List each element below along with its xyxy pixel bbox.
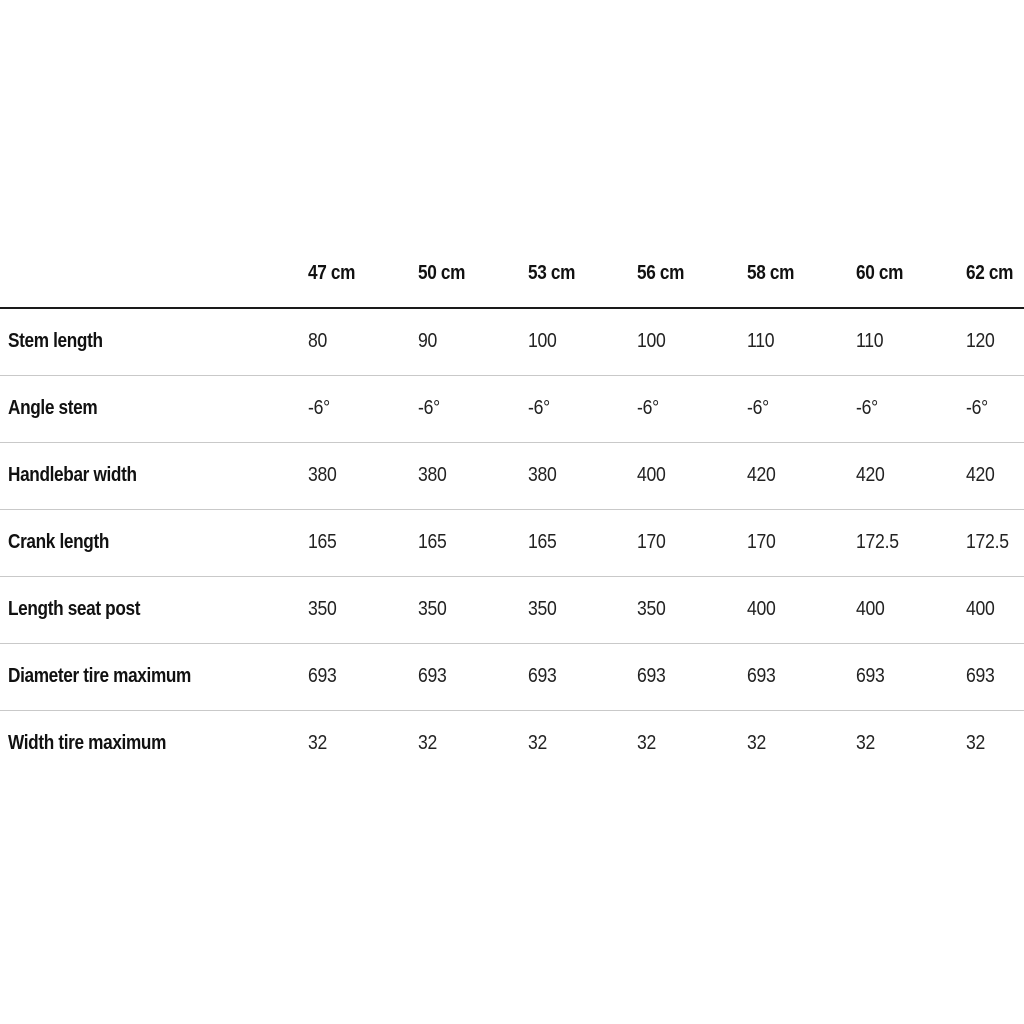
table-cell: 170 [637,531,666,553]
size-table [0,240,1024,778]
column-header-62: 62 cm [966,262,1014,284]
table-cell: 350 [308,598,337,620]
table-cell: -6° [308,397,330,419]
row-diameter-tire-maximum [0,644,1024,711]
row-length-seat-post [0,577,1024,644]
column-header-47: 47 cm [308,262,356,284]
table-cell: 380 [418,464,447,486]
row-label: Diameter tire maximum [8,665,192,687]
table-cell: 110 [856,330,884,352]
row-label: Angle stem [8,397,98,419]
row-label: Crank length [8,531,109,553]
table-cell: 90 [418,330,438,352]
row-crank-length [0,510,1024,577]
row-label: Stem length [8,330,103,352]
row-label: Width tire maximum [8,732,167,754]
table-cell: 693 [308,665,337,687]
table-cell: 350 [418,598,447,620]
table-cell: -6° [747,397,769,419]
table-cell: 165 [308,531,337,553]
table-cell: 32 [308,732,328,754]
table-cell: -6° [418,397,440,419]
table-cell: 693 [637,665,666,687]
table-cell: 400 [637,464,666,486]
table-cell: -6° [966,397,988,419]
row-label: Handlebar width [8,464,137,486]
table-cell: 110 [747,330,775,352]
table-cell: 165 [528,531,557,553]
row-label: Length seat post [8,598,141,620]
table-cell: 100 [637,330,666,352]
table-cell: -6° [528,397,550,419]
table-cell: 32 [418,732,438,754]
table-cell: 400 [747,598,776,620]
table-cell: 80 [308,330,328,352]
table-cell: 165 [418,531,447,553]
row-width-tire-maximum [0,711,1024,778]
column-header-60: 60 cm [856,262,904,284]
table-cell: 420 [856,464,885,486]
table-cell: 693 [966,665,995,687]
table-cell: 693 [856,665,885,687]
table-cell: 350 [528,598,557,620]
column-header-56: 56 cm [637,262,685,284]
table-cell: 380 [528,464,557,486]
table-cell: 350 [637,598,666,620]
table-cell: 32 [747,732,767,754]
table-cell: 32 [856,732,876,754]
table-cell: 32 [528,732,548,754]
table-cell: 420 [966,464,995,486]
table-cell: 400 [856,598,885,620]
table-cell: 32 [637,732,657,754]
table-cell: 172.5 [856,531,899,553]
table-cell: 380 [308,464,337,486]
table-header-row [0,240,1024,309]
column-header-53: 53 cm [528,262,576,284]
table-cell: 420 [747,464,776,486]
table-cell: 693 [747,665,776,687]
table-cell: 693 [418,665,447,687]
table-cell: 120 [966,330,995,352]
table-cell: 32 [966,732,986,754]
column-header-58: 58 cm [747,262,795,284]
row-handlebar-width [0,443,1024,510]
table-cell: -6° [637,397,659,419]
table-cell: 172.5 [966,531,1009,553]
row-angle-stem [0,376,1024,443]
table-cell: 400 [966,598,995,620]
column-header-50: 50 cm [418,262,466,284]
table-cell: 170 [747,531,776,553]
table-cell: 693 [528,665,557,687]
row-stem-length [0,309,1024,376]
table-cell: 100 [528,330,557,352]
table-cell: -6° [856,397,878,419]
